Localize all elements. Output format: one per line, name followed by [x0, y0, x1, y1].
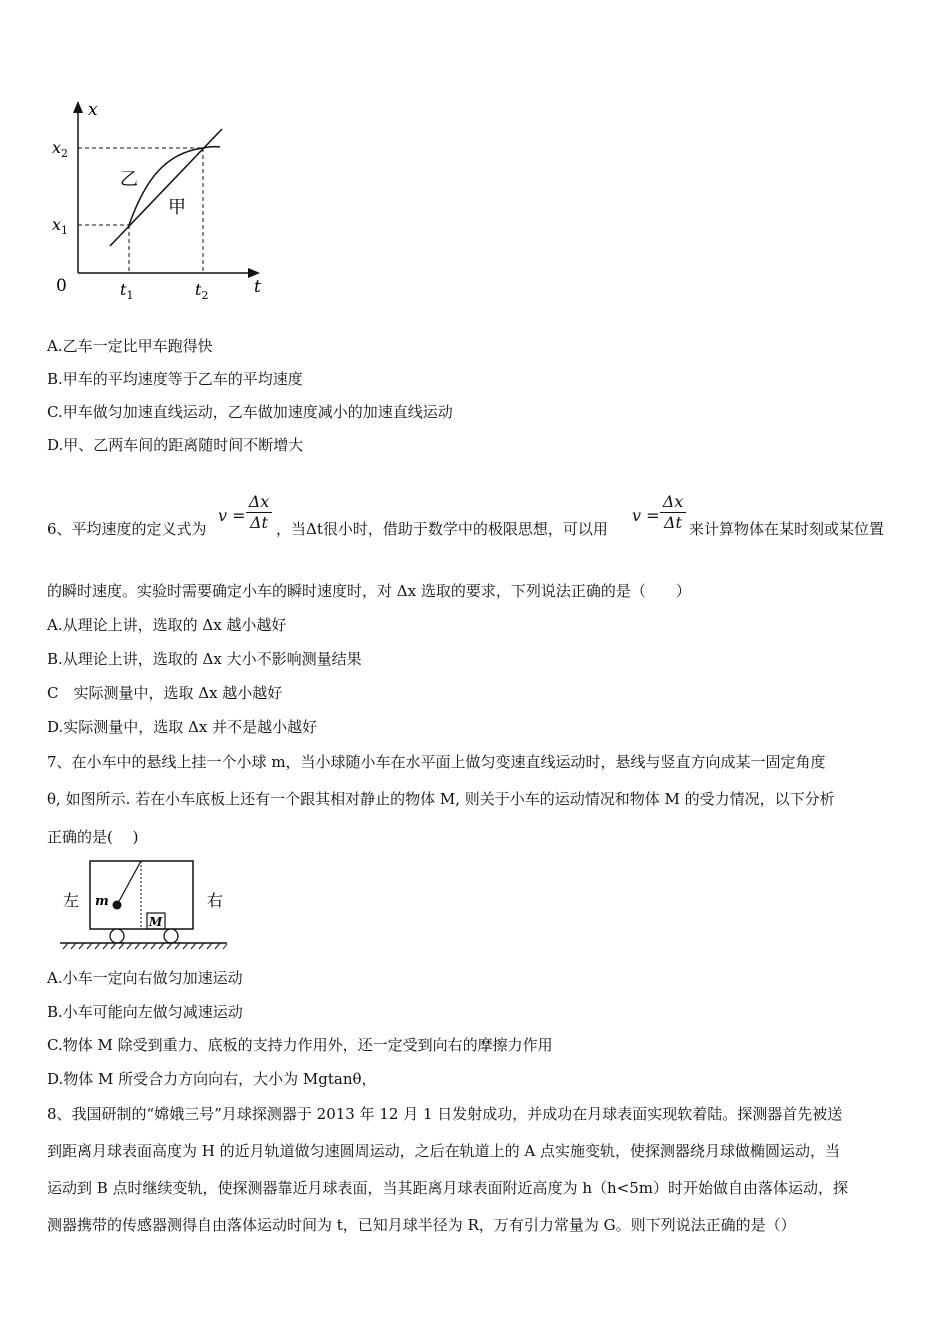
q7-line2: θ, 如图所示. 若在小车底板上还有一个跟其相对静止的物体 M, 则关于小车的运动情况和物体 M 的受力情况，以下分析	[47, 790, 835, 808]
xt-graph	[40, 95, 280, 305]
ground-hatching	[63, 943, 227, 949]
t1-tick-label: $t_1$	[120, 280, 134, 302]
wheel-right	[164, 929, 178, 943]
q6-option-a: A.从理论上讲，选取的 Δx 越小越好	[47, 616, 287, 634]
q7-option-a: A.小车一定向右做匀加速运动	[47, 969, 243, 987]
q6-lead: 6、平均速度的定义式为	[47, 520, 207, 538]
string	[117, 861, 141, 905]
t2-tick-label: $t_2$	[195, 280, 209, 302]
label-right: 右	[207, 891, 224, 910]
q6-fraction-1	[246, 492, 272, 533]
q8-line3: 运动到 B 点时继续变轨，使探测器靠近月球表面，当其距离月球表面附近高度为 h（h<5m）时开始做自由落体运动，探	[47, 1179, 848, 1197]
q5-option-d: D.甲、乙两车间的距离随时间不断增大	[47, 436, 304, 454]
x1-tick-label: $x_1$	[52, 215, 69, 237]
q6-line2: 的瞬时速度。实验时需要确定小车的瞬时速度时，对 Δx 选取的要求，下列说法正确的是（ ）	[47, 582, 691, 600]
q7-line1: 7、在小车中的悬线上挂一个小球 m，当小球随小车在水平面上做匀变速直线运动时，悬线与竖直方向成某一固定角度	[47, 753, 826, 771]
label-m: m	[95, 894, 109, 909]
q7-line3: 正确的是( )	[47, 828, 139, 846]
label-left: 左	[63, 891, 80, 910]
q6-v1: v =	[218, 506, 246, 525]
x-axis-label: t	[254, 277, 261, 297]
q7-option-b: B.小车可能向左做匀减速运动	[47, 1003, 243, 1021]
jia-label: 甲	[168, 197, 186, 218]
q6-v2: v =	[632, 506, 660, 525]
fraction-numerator: Δx	[660, 492, 686, 513]
label-M: M	[149, 915, 163, 929]
cart-figure	[55, 855, 245, 955]
y-axis-label: x	[88, 100, 98, 120]
ball-m	[113, 901, 122, 910]
q6-fraction-2	[660, 492, 686, 533]
q5-option-c: C.甲车做匀加速直线运动，乙车做加速度减小的加速直线运动	[47, 403, 453, 421]
q6-option-d: D.实际测量中，选取 Δx 并不是越小越好	[47, 718, 318, 736]
wheel-left	[110, 929, 124, 943]
q8-line2: 到距离月球表面高度为 H 的近月轨道做匀速圆周运动，之后在轨道上的 A 点实施变轨，使探测器绕月球做椭圆运动，当	[47, 1142, 840, 1160]
q8-line1: 8、我国研制的“嫦娥三号”月球探测器于 2013 年 12 月 1 日发射成功，并成功在月球表面实现软着陆。探测器首先被送	[47, 1105, 843, 1123]
q6-option-c: C 实际测量中，选取 Δx 越小越好	[47, 684, 283, 702]
fraction-denominator: Δt	[664, 513, 682, 532]
q5-option-a: A.乙车一定比甲车跑得快	[47, 337, 213, 355]
q7-option-d: D.物体 M 所受合力方向向右，大小为 Mgtanθ，	[47, 1070, 377, 1088]
x2-tick-label: $x_2$	[52, 138, 69, 160]
q5-option-b: B.甲车的平均速度等于乙车的平均速度	[47, 370, 303, 388]
origin-label: 0	[56, 276, 67, 296]
fraction-denominator: Δt	[250, 513, 268, 532]
q7-option-c: C.物体 M 除受到重力、底板的支持力作用外，还一定受到向右的摩擦力作用	[47, 1036, 553, 1054]
q6-tail: 来计算物体在某时刻或某位置	[689, 520, 885, 538]
q6-mid: ，当Δt很小时，借助于数学中的极限思想，可以用	[276, 520, 608, 538]
q6-option-b: B.从理论上讲，选取的 Δx 大小不影响测量结果	[47, 650, 362, 668]
y-axis-arrow	[73, 101, 83, 113]
q8-line4: 测器携带的传感器测得自由落体运动时间为 t，已知月球半径为 R，万有引力常量为 G。则下列说法正确的是（）	[47, 1216, 796, 1234]
yi-label: 乙	[120, 169, 138, 190]
fraction-numerator: Δx	[246, 492, 272, 513]
